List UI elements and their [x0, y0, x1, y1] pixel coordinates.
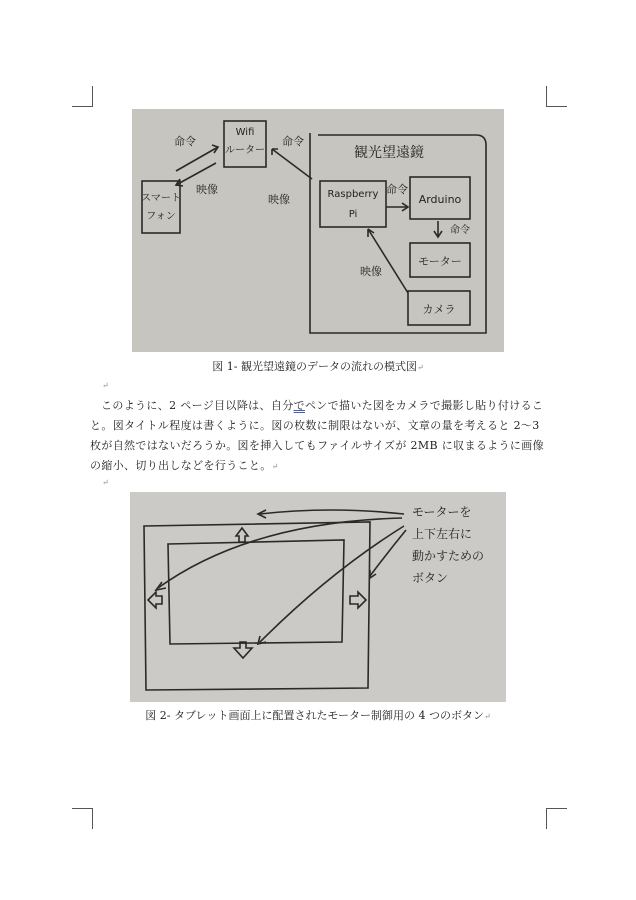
body-text-part2: ペンで描いた図をカメラで撮影し貼り付けること。図タイトル程度は書くように。図の枚数に制限はないが、文章の量を考えると 2～3 枚が自然ではないだろうか。図を挿入してもファイルサイズが 2MB に収まるように画像の縮小、切り出しなどを行うこと。	[90, 399, 544, 472]
svg-text:モーター: モーター	[418, 255, 462, 268]
body-text-part1: このように、2 ページ目以降は、自分	[101, 399, 294, 412]
figure2-caption	[0, 707, 636, 723]
empty-paragraph-mark: ↵	[102, 478, 109, 487]
svg-text:Pi: Pi	[348, 209, 358, 220]
svg-text:Raspberry: Raspberry	[327, 189, 379, 200]
svg-text:動かすための: 動かすための	[412, 549, 485, 563]
svg-text:命令: 命令	[450, 225, 470, 236]
paragraph-mark: ↵	[417, 363, 424, 372]
svg-text:スマート: スマート	[141, 193, 181, 204]
svg-text:モーターを: モーターを	[412, 505, 472, 519]
svg-text:観光望遠鏡: 観光望遠鏡	[354, 145, 424, 161]
body-paragraph	[90, 396, 548, 477]
figure1-caption-text: 図 1- 観光望遠鏡のデータの流れの模式図	[212, 360, 417, 373]
svg-text:フォン: フォン	[146, 211, 176, 222]
empty-paragraph-mark: ↵	[102, 381, 109, 390]
figure1-caption	[0, 358, 636, 374]
figure2-photo	[130, 492, 506, 702]
svg-text:映像: 映像	[268, 193, 290, 206]
svg-text:ルーター: ルーター	[225, 145, 265, 156]
body-text-underlined: で	[293, 399, 305, 412]
figure1-photo	[132, 109, 504, 352]
svg-text:命令: 命令	[386, 183, 408, 196]
svg-text:Arduino: Arduino	[418, 193, 462, 206]
figure2-caption-text: 図 2- タブレット画面上に配置されたモーター制御用の 4 つのボタン	[145, 709, 484, 722]
paragraph-mark: ↵	[484, 712, 491, 721]
svg-text:カメラ: カメラ	[422, 303, 456, 316]
crop-mark-bottom-left	[72, 808, 93, 829]
svg-text:命令: 命令	[282, 135, 304, 148]
svg-text:命令: 命令	[174, 135, 196, 148]
crop-mark-bottom-right	[546, 808, 567, 829]
crop-mark-top-right	[546, 86, 567, 107]
svg-text:上下左右に: 上下左右に	[412, 527, 473, 541]
svg-text:Wifi: Wifi	[235, 127, 255, 138]
paragraph-mark: ↵	[271, 462, 279, 471]
crop-mark-top-left	[72, 86, 93, 107]
svg-text:映像: 映像	[360, 265, 382, 278]
svg-text:映像: 映像	[196, 183, 218, 196]
svg-text:ボタン: ボタン	[412, 571, 449, 585]
